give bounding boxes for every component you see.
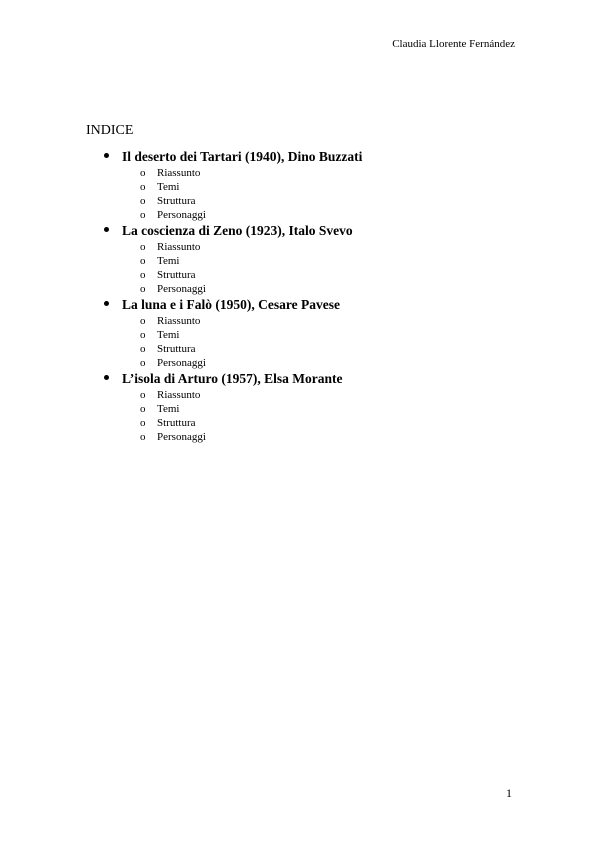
table-of-contents: [86, 148, 526, 444]
toc-subsection-item: [86, 402, 526, 416]
toc-subsection-label: Riassunto: [157, 241, 201, 253]
toc-subsection-label: Struttura: [157, 269, 196, 281]
toc-subsection-label: Personaggi: [157, 431, 206, 443]
circle-bullet-icon: o: [140, 283, 146, 295]
toc-subsection-item: [86, 240, 526, 254]
toc-subsection-item: [86, 388, 526, 402]
toc-subsection-label: Riassunto: [157, 167, 201, 179]
circle-bullet-icon: o: [140, 357, 146, 369]
toc-subsection-item: [86, 208, 526, 222]
toc-subsection-item: [86, 166, 526, 180]
circle-bullet-icon: o: [140, 431, 146, 443]
toc-subsection-label: Temi: [157, 255, 180, 267]
toc-subsection-item: [86, 328, 526, 342]
toc-entry-row: [86, 222, 526, 240]
toc-subsection-label: Temi: [157, 329, 180, 341]
toc-subsection-item: [86, 282, 526, 296]
toc-subsection-item: [86, 430, 526, 444]
toc-entry: [86, 222, 526, 296]
toc-subsection-item: [86, 194, 526, 208]
toc-subsection-item: [86, 356, 526, 370]
toc-subsection-item: [86, 416, 526, 430]
toc-title: INDICE: [86, 123, 134, 138]
toc-subsection-label: Struttura: [157, 417, 196, 429]
circle-bullet-icon: o: [140, 417, 146, 429]
circle-bullet-icon: o: [140, 255, 146, 267]
bullet-icon: [104, 375, 109, 380]
toc-entry-title: La coscienza di Zeno (1923), Italo Svevo: [122, 223, 353, 238]
toc-subsection-label: Riassunto: [157, 315, 201, 327]
header-author: Claudia Llorente Fernández: [392, 38, 515, 50]
bullet-icon: [104, 153, 109, 158]
toc-entry: [86, 296, 526, 370]
toc-subsection-list: [86, 314, 526, 370]
toc-subsection-item: [86, 254, 526, 268]
toc-subsection-label: Struttura: [157, 195, 196, 207]
circle-bullet-icon: o: [140, 241, 146, 253]
toc-subsection-label: Personaggi: [157, 357, 206, 369]
toc-subsection-list: [86, 388, 526, 444]
toc-subsection-list: [86, 166, 526, 222]
circle-bullet-icon: o: [140, 167, 146, 179]
toc-entry-title: L’isola di Arturo (1957), Elsa Morante: [122, 371, 343, 386]
toc-entry-title: Il deserto dei Tartari (1940), Dino Buzzati: [122, 149, 363, 164]
toc-subsection-item: [86, 342, 526, 356]
toc-entry-row: [86, 296, 526, 314]
toc-subsection-label: Temi: [157, 181, 180, 193]
toc-subsection-label: Riassunto: [157, 389, 201, 401]
circle-bullet-icon: o: [140, 269, 146, 281]
page-number: 1: [506, 786, 512, 800]
toc-entry: [86, 148, 526, 222]
circle-bullet-icon: o: [140, 403, 146, 415]
circle-bullet-icon: o: [140, 315, 146, 327]
toc-subsection-item: [86, 314, 526, 328]
toc-subsection-label: Personaggi: [157, 283, 206, 295]
toc-subsection-label: Temi: [157, 403, 180, 415]
toc-entry-row: [86, 370, 526, 388]
toc-subsection-item: [86, 268, 526, 282]
circle-bullet-icon: o: [140, 329, 146, 341]
toc-entry-row: [86, 148, 526, 166]
circle-bullet-icon: o: [140, 209, 146, 221]
circle-bullet-icon: o: [140, 195, 146, 207]
circle-bullet-icon: o: [140, 343, 146, 355]
circle-bullet-icon: o: [140, 181, 146, 193]
circle-bullet-icon: o: [140, 389, 146, 401]
toc-subsection-label: Struttura: [157, 343, 196, 355]
toc-entry: [86, 370, 526, 444]
toc-subsection-item: [86, 180, 526, 194]
toc-subsection-label: Personaggi: [157, 209, 206, 221]
bullet-icon: [104, 301, 109, 306]
toc-subsection-list: [86, 240, 526, 296]
toc-entry-title: La luna e i Falò (1950), Cesare Pavese: [122, 297, 340, 312]
bullet-icon: [104, 227, 109, 232]
